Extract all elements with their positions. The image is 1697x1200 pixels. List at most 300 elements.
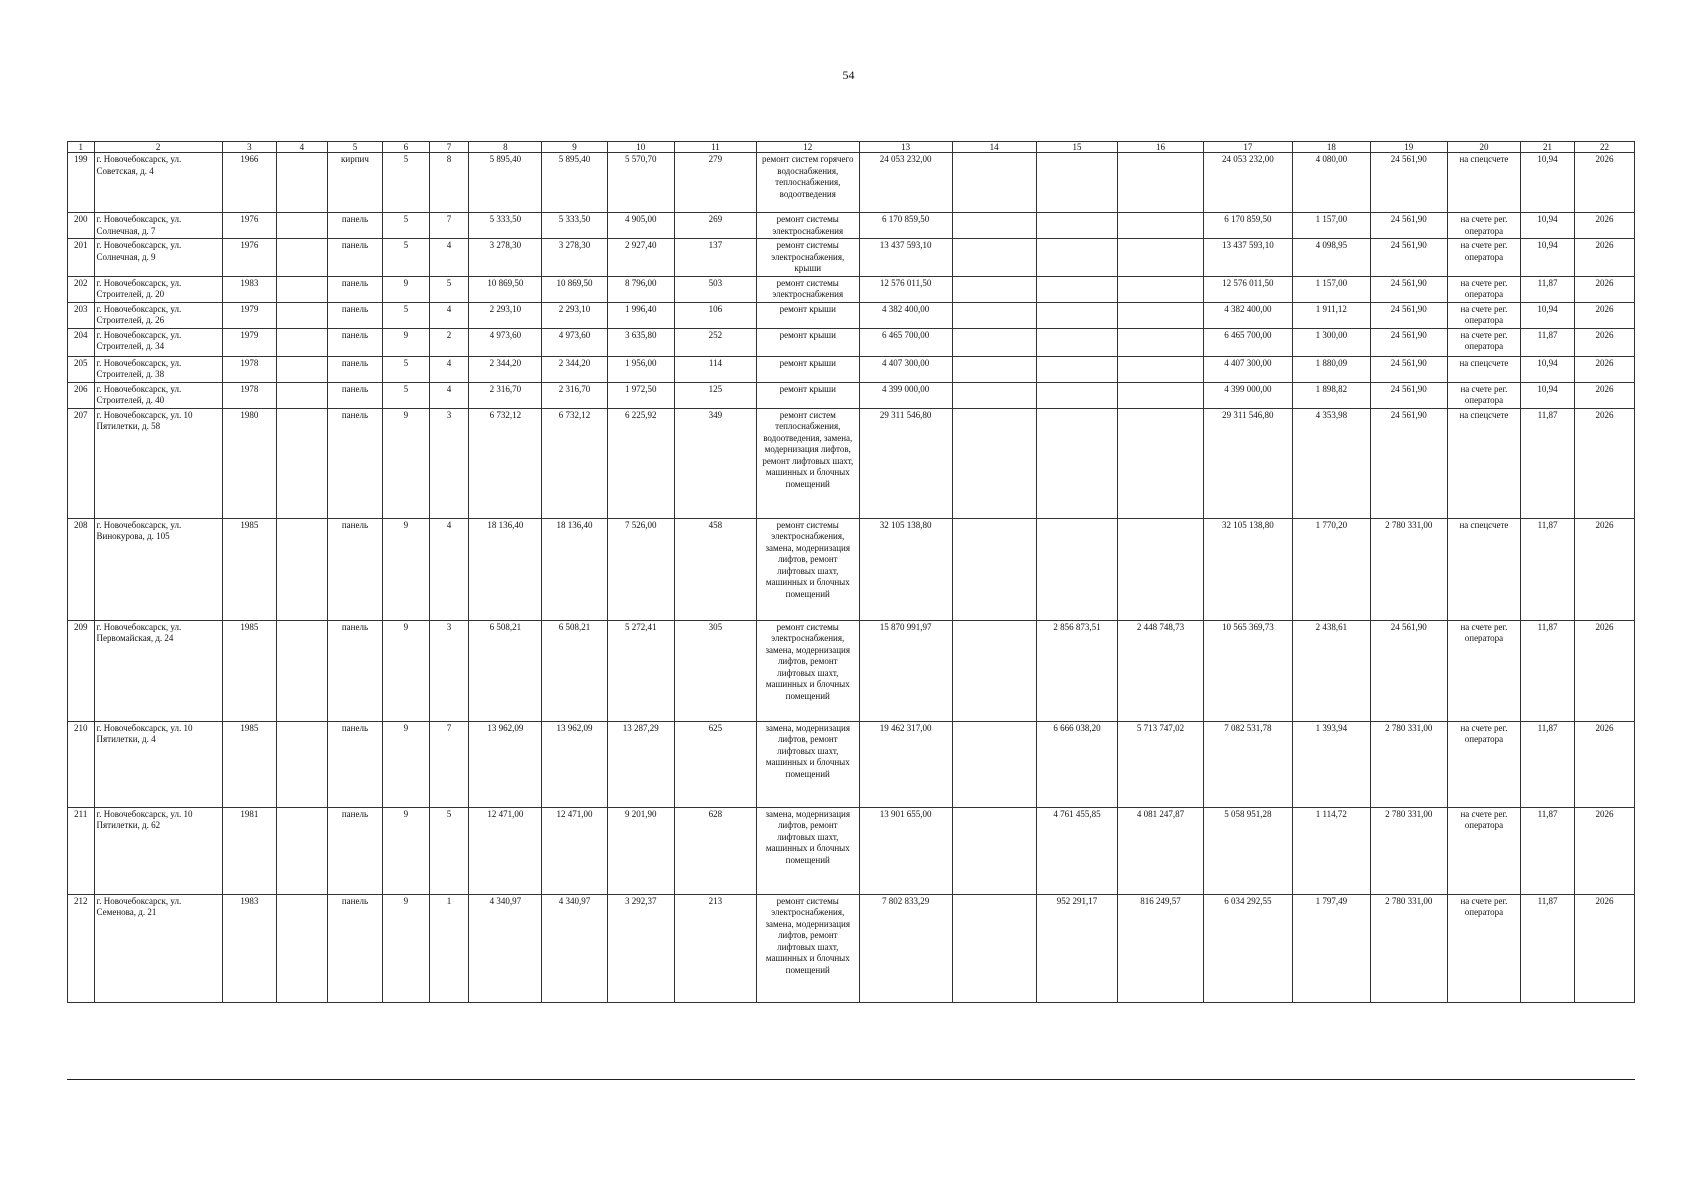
cell-col16: 816 249,57 — [1118, 894, 1203, 1002]
cell-cost-per-sqm: 1 880,09 — [1293, 356, 1370, 382]
cell-col14 — [952, 408, 1036, 518]
cell-col15 — [1036, 382, 1118, 408]
cell-col15 — [1036, 239, 1118, 277]
cell-col16 — [1118, 518, 1203, 620]
cell-contribution-rate: 11,87 — [1520, 328, 1574, 356]
cell-col15 — [1036, 408, 1118, 518]
cell-col4 — [276, 276, 327, 302]
cell-limit-cost: 2 780 331,00 — [1370, 807, 1447, 894]
table-row — [68, 518, 1635, 620]
cell-col17: 6 170 859,50 — [1203, 213, 1293, 239]
cell-col17: 13 437 593,10 — [1203, 239, 1293, 277]
cell-residents: 137 — [675, 239, 757, 277]
cell-floors: 5 — [383, 302, 429, 328]
cell-col14 — [952, 807, 1036, 894]
cell-cost-total: 24 053 232,00 — [859, 153, 952, 213]
cell-cost-per-sqm: 1 770,20 — [1293, 518, 1370, 620]
cell-works: ремонт системы электроснабжения, замена, модернизация лифтов, ремонт лифтовых шахт, машинных и блочных помещений — [756, 894, 859, 1002]
cell-cost-per-sqm: 4 353,98 — [1293, 408, 1370, 518]
cell-col4 — [276, 213, 327, 239]
cell-cost-per-sqm: 1 911,12 — [1293, 302, 1370, 328]
cell-residents: 106 — [675, 302, 757, 328]
column-header-1: 1 — [68, 142, 95, 153]
cell-col4 — [276, 408, 327, 518]
cell-year: 2026 — [1575, 518, 1635, 620]
cell-living-area: 8 796,00 — [607, 276, 674, 302]
cell-build-year: 1983 — [222, 276, 276, 302]
cell-col4 — [276, 807, 327, 894]
cell-col16 — [1118, 408, 1203, 518]
cell-contribution-rate: 11,87 — [1520, 620, 1574, 721]
cell-col17: 6 465 700,00 — [1203, 328, 1293, 356]
column-header-4: 4 — [276, 142, 327, 153]
cell-col15: 4 761 455,85 — [1036, 807, 1118, 894]
column-header-21: 21 — [1520, 142, 1574, 153]
cell-col16 — [1118, 239, 1203, 277]
column-header-19: 19 — [1370, 142, 1447, 153]
cell-col4 — [276, 328, 327, 356]
cell-address: г. Новочебоксарск, ул. Солнечная, д. 7 — [94, 213, 222, 239]
cell-residents: 269 — [675, 213, 757, 239]
column-header-17: 17 — [1203, 142, 1293, 153]
table-row — [68, 153, 1635, 213]
cell-floors: 9 — [383, 894, 429, 1002]
table-row — [68, 807, 1635, 894]
cell-address: г. Новочебоксарск, ул. Винокурова, д. 105 — [94, 518, 222, 620]
table-bottom-border — [67, 1079, 1635, 1080]
cell-entrances: 7 — [429, 213, 469, 239]
cell-col17: 10 565 369,73 — [1203, 620, 1293, 721]
cell-col14 — [952, 213, 1036, 239]
cell-address: г. Новочебоксарск, ул. Строителей, д. 40 — [94, 382, 222, 408]
cell-total-area-2: 6 508,21 — [542, 620, 607, 721]
column-header-2: 2 — [94, 142, 222, 153]
cell-residents: 125 — [675, 382, 757, 408]
cell-col16 — [1118, 302, 1203, 328]
cell-build-year: 1980 — [222, 408, 276, 518]
cell-build-year: 1985 — [222, 518, 276, 620]
cell-wall-material: панель — [327, 213, 382, 239]
cell-wall-material: панель — [327, 239, 382, 277]
cell-works: ремонт системы электроснабжения, замена, модернизация лифтов, ремонт лифтовых шахт, машинных и блочных помещений — [756, 518, 859, 620]
cell-col17: 4 382 400,00 — [1203, 302, 1293, 328]
cell-total-area: 2 316,70 — [469, 382, 542, 408]
cell-fund-account: на счете рег. оператора — [1447, 382, 1520, 408]
cell-cost-total: 15 870 991,97 — [859, 620, 952, 721]
cell-col4 — [276, 620, 327, 721]
cell-year: 2026 — [1575, 153, 1635, 213]
cell-works: ремонт системы электроснабжения, замена, модернизация лифтов, ремонт лифтовых шахт, машинных и блочных помещений — [756, 620, 859, 721]
cell-living-area: 7 526,00 — [607, 518, 674, 620]
cell-limit-cost: 2 780 331,00 — [1370, 518, 1447, 620]
column-header-18: 18 — [1293, 142, 1370, 153]
cell-cost-per-sqm: 1 157,00 — [1293, 213, 1370, 239]
column-header-6: 6 — [383, 142, 429, 153]
cell-row-number: 200 — [68, 213, 95, 239]
table-row — [68, 213, 1635, 239]
cell-residents: 625 — [675, 721, 757, 807]
cell-residents: 213 — [675, 894, 757, 1002]
cell-wall-material: панель — [327, 620, 382, 721]
cell-address: г. Новочебоксарск, ул. 10 Пятилетки, д. 58 — [94, 408, 222, 518]
cell-entrances: 5 — [429, 807, 469, 894]
table-row — [68, 328, 1635, 356]
cell-fund-account: на счете рег. оператора — [1447, 276, 1520, 302]
cell-total-area-2: 3 278,30 — [542, 239, 607, 277]
cell-living-area: 1 956,00 — [607, 356, 674, 382]
cell-limit-cost: 24 561,90 — [1370, 239, 1447, 277]
cell-wall-material: панель — [327, 382, 382, 408]
cell-wall-material: панель — [327, 807, 382, 894]
cell-col16 — [1118, 382, 1203, 408]
cell-fund-account: на счете рег. оператора — [1447, 328, 1520, 356]
cell-entrances: 1 — [429, 894, 469, 1002]
table-row — [68, 276, 1635, 302]
cell-total-area: 18 136,40 — [469, 518, 542, 620]
cell-col16: 4 081 247,87 — [1118, 807, 1203, 894]
capital-repair-table — [67, 141, 1635, 1003]
cell-cost-total: 4 407 300,00 — [859, 356, 952, 382]
cell-col14 — [952, 328, 1036, 356]
cell-works: ремонт системы электроснабжения, крыши — [756, 239, 859, 277]
cell-year: 2026 — [1575, 213, 1635, 239]
cell-col14 — [952, 382, 1036, 408]
cell-col16 — [1118, 153, 1203, 213]
cell-residents: 114 — [675, 356, 757, 382]
cell-col17: 6 034 292,55 — [1203, 894, 1293, 1002]
cell-limit-cost: 2 780 331,00 — [1370, 721, 1447, 807]
cell-address: г. Новочебоксарск, ул. Строителей, д. 38 — [94, 356, 222, 382]
cell-entrances: 4 — [429, 518, 469, 620]
cell-cost-total: 13 437 593,10 — [859, 239, 952, 277]
cell-cost-total: 4 382 400,00 — [859, 302, 952, 328]
cell-row-number: 203 — [68, 302, 95, 328]
cell-build-year: 1985 — [222, 620, 276, 721]
cell-wall-material: панель — [327, 894, 382, 1002]
cell-floors: 9 — [383, 620, 429, 721]
cell-cost-total: 7 802 833,29 — [859, 894, 952, 1002]
cell-col16 — [1118, 328, 1203, 356]
cell-year: 2026 — [1575, 382, 1635, 408]
cell-col15: 2 856 873,51 — [1036, 620, 1118, 721]
column-header-22: 22 — [1575, 142, 1635, 153]
cell-floors: 9 — [383, 328, 429, 356]
cell-wall-material: панель — [327, 276, 382, 302]
cell-residents: 252 — [675, 328, 757, 356]
cell-col14 — [952, 276, 1036, 302]
cell-col16 — [1118, 213, 1203, 239]
table-row — [68, 382, 1635, 408]
cell-address: г. Новочебоксарск, ул. Семенова, д. 21 — [94, 894, 222, 1002]
cell-col16 — [1118, 276, 1203, 302]
column-header-8: 8 — [469, 142, 542, 153]
cell-year: 2026 — [1575, 328, 1635, 356]
cell-total-area: 2 344,20 — [469, 356, 542, 382]
cell-col15: 952 291,17 — [1036, 894, 1118, 1002]
cell-col17: 7 082 531,78 — [1203, 721, 1293, 807]
cell-build-year: 1978 — [222, 382, 276, 408]
cell-fund-account: на счете рег. оператора — [1447, 302, 1520, 328]
cell-row-number: 202 — [68, 276, 95, 302]
cell-year: 2026 — [1575, 356, 1635, 382]
cell-build-year: 1966 — [222, 153, 276, 213]
cell-entrances: 4 — [429, 356, 469, 382]
cell-col4 — [276, 302, 327, 328]
cell-total-area-2: 10 869,50 — [542, 276, 607, 302]
cell-contribution-rate: 11,87 — [1520, 518, 1574, 620]
cell-fund-account: на счете рег. оператора — [1447, 721, 1520, 807]
cell-total-area-2: 2 316,70 — [542, 382, 607, 408]
cell-total-area: 2 293,10 — [469, 302, 542, 328]
cell-living-area: 5 570,70 — [607, 153, 674, 213]
cell-col14 — [952, 356, 1036, 382]
cell-works: ремонт крыши — [756, 356, 859, 382]
cell-works: ремонт крыши — [756, 382, 859, 408]
cell-build-year: 1979 — [222, 328, 276, 356]
cell-col4 — [276, 153, 327, 213]
cell-wall-material: панель — [327, 721, 382, 807]
cell-total-area-2: 13 962,09 — [542, 721, 607, 807]
cell-contribution-rate: 11,87 — [1520, 894, 1574, 1002]
cell-residents: 458 — [675, 518, 757, 620]
cell-works: замена, модернизация лифтов, ремонт лифтовых шахт, машинных и блочных помещений — [756, 807, 859, 894]
cell-cost-total: 4 399 000,00 — [859, 382, 952, 408]
cell-row-number: 211 — [68, 807, 95, 894]
cell-limit-cost: 24 561,90 — [1370, 276, 1447, 302]
cell-row-number: 207 — [68, 408, 95, 518]
cell-living-area: 3 292,37 — [607, 894, 674, 1002]
cell-col17: 5 058 951,28 — [1203, 807, 1293, 894]
cell-floors: 5 — [383, 213, 429, 239]
cell-total-area-2: 18 136,40 — [542, 518, 607, 620]
cell-wall-material: панель — [327, 328, 382, 356]
cell-fund-account: на счете рег. оператора — [1447, 239, 1520, 277]
cell-col15 — [1036, 153, 1118, 213]
cell-address: г. Новочебоксарск, ул. Солнечная, д. 9 — [94, 239, 222, 277]
cell-floors: 9 — [383, 276, 429, 302]
cell-year: 2026 — [1575, 620, 1635, 721]
cell-total-area-2: 2 344,20 — [542, 356, 607, 382]
cell-col4 — [276, 721, 327, 807]
cell-col15 — [1036, 356, 1118, 382]
table-row — [68, 302, 1635, 328]
cell-col17: 4 399 000,00 — [1203, 382, 1293, 408]
cell-entrances: 8 — [429, 153, 469, 213]
cell-floors: 9 — [383, 408, 429, 518]
column-header-11: 11 — [675, 142, 757, 153]
cell-contribution-rate: 11,87 — [1520, 721, 1574, 807]
cell-contribution-rate: 10,94 — [1520, 382, 1574, 408]
cell-cost-total: 6 170 859,50 — [859, 213, 952, 239]
cell-works: ремонт систем теплоснабжения, водоотведения, замена, модернизация лифтов, ремонт лифтовых шахт, машинных и блочных помещений — [756, 408, 859, 518]
cell-living-area: 13 287,29 — [607, 721, 674, 807]
column-header-13: 13 — [859, 142, 952, 153]
cell-living-area: 1 996,40 — [607, 302, 674, 328]
cell-residents: 628 — [675, 807, 757, 894]
cell-row-number: 205 — [68, 356, 95, 382]
cell-build-year: 1985 — [222, 721, 276, 807]
cell-total-area: 13 962,09 — [469, 721, 542, 807]
cell-col17: 29 311 546,80 — [1203, 408, 1293, 518]
cell-floors: 5 — [383, 356, 429, 382]
cell-floors: 9 — [383, 807, 429, 894]
cell-col16: 5 713 747,02 — [1118, 721, 1203, 807]
cell-wall-material: панель — [327, 518, 382, 620]
cell-wall-material: панель — [327, 302, 382, 328]
cell-year: 2026 — [1575, 721, 1635, 807]
cell-cost-per-sqm: 1 157,00 — [1293, 276, 1370, 302]
cell-col14 — [952, 518, 1036, 620]
cell-row-number: 206 — [68, 382, 95, 408]
cell-floors: 5 — [383, 239, 429, 277]
cell-limit-cost: 24 561,90 — [1370, 382, 1447, 408]
cell-col16 — [1118, 356, 1203, 382]
cell-col4 — [276, 356, 327, 382]
cell-wall-material: панель — [327, 408, 382, 518]
cell-address: г. Новочебоксарск, ул. Советская, д. 4 — [94, 153, 222, 213]
cell-living-area: 6 225,92 — [607, 408, 674, 518]
cell-residents: 349 — [675, 408, 757, 518]
cell-living-area: 3 635,80 — [607, 328, 674, 356]
cell-address: г. Новочебоксарск, ул. 10 Пятилетки, д. 4 — [94, 721, 222, 807]
cell-col15 — [1036, 302, 1118, 328]
cell-cost-per-sqm: 1 898,82 — [1293, 382, 1370, 408]
cell-fund-account: на счете рег. оператора — [1447, 620, 1520, 721]
cell-limit-cost: 24 561,90 — [1370, 620, 1447, 721]
table-row — [68, 620, 1635, 721]
cell-col17: 24 053 232,00 — [1203, 153, 1293, 213]
cell-cost-total: 29 311 546,80 — [859, 408, 952, 518]
table-row — [68, 356, 1635, 382]
cell-total-area: 4 973,60 — [469, 328, 542, 356]
cell-build-year: 1976 — [222, 213, 276, 239]
cell-contribution-rate: 10,94 — [1520, 302, 1574, 328]
cell-works: ремонт крыши — [756, 328, 859, 356]
table-row — [68, 894, 1635, 1002]
cell-wall-material: кирпич — [327, 153, 382, 213]
cell-col14 — [952, 894, 1036, 1002]
column-number-header — [68, 142, 1635, 153]
cell-col15 — [1036, 518, 1118, 620]
cell-cost-total: 13 901 655,00 — [859, 807, 952, 894]
cell-wall-material: панель — [327, 356, 382, 382]
cell-year: 2026 — [1575, 807, 1635, 894]
cell-works: ремонт системы электроснабжения — [756, 276, 859, 302]
cell-total-area: 10 869,50 — [469, 276, 542, 302]
cell-limit-cost: 24 561,90 — [1370, 408, 1447, 518]
cell-fund-account: на счете рег. оператора — [1447, 807, 1520, 894]
cell-col15 — [1036, 276, 1118, 302]
cell-col14 — [952, 721, 1036, 807]
cell-limit-cost: 24 561,90 — [1370, 328, 1447, 356]
cell-cost-total: 6 465 700,00 — [859, 328, 952, 356]
cell-fund-account: на спецсчете — [1447, 153, 1520, 213]
cell-living-area: 1 972,50 — [607, 382, 674, 408]
cell-cost-per-sqm: 4 098,95 — [1293, 239, 1370, 277]
cell-address: г. Новочебоксарск, ул. Строителей, д. 34 — [94, 328, 222, 356]
cell-floors: 9 — [383, 518, 429, 620]
cell-fund-account: на спецсчете — [1447, 356, 1520, 382]
cell-cost-per-sqm: 4 080,00 — [1293, 153, 1370, 213]
column-header-12: 12 — [756, 142, 859, 153]
cell-fund-account: на спецсчете — [1447, 408, 1520, 518]
cell-cost-per-sqm: 1 393,94 — [1293, 721, 1370, 807]
table-row — [68, 721, 1635, 807]
cell-build-year: 1981 — [222, 807, 276, 894]
cell-total-area: 4 340,97 — [469, 894, 542, 1002]
cell-fund-account: на спецсчете — [1447, 518, 1520, 620]
cell-total-area-2: 2 293,10 — [542, 302, 607, 328]
cell-entrances: 4 — [429, 382, 469, 408]
cell-entrances: 3 — [429, 408, 469, 518]
cell-contribution-rate: 10,94 — [1520, 213, 1574, 239]
table-row — [68, 239, 1635, 277]
cell-col14 — [952, 153, 1036, 213]
cell-row-number: 199 — [68, 153, 95, 213]
column-header-10: 10 — [607, 142, 674, 153]
column-header-7: 7 — [429, 142, 469, 153]
cell-col4 — [276, 894, 327, 1002]
column-header-5: 5 — [327, 142, 382, 153]
cell-col14 — [952, 302, 1036, 328]
cell-limit-cost: 24 561,90 — [1370, 302, 1447, 328]
column-header-14: 14 — [952, 142, 1036, 153]
column-header-9: 9 — [542, 142, 607, 153]
cell-cost-per-sqm: 1 300,00 — [1293, 328, 1370, 356]
cell-col14 — [952, 620, 1036, 721]
cell-total-area: 12 471,00 — [469, 807, 542, 894]
cell-col15 — [1036, 328, 1118, 356]
cell-col14 — [952, 239, 1036, 277]
cell-address: г. Новочебоксарск, ул. Первомайская, д. 24 — [94, 620, 222, 721]
cell-year: 2026 — [1575, 894, 1635, 1002]
cell-col17: 4 407 300,00 — [1203, 356, 1293, 382]
cell-year: 2026 — [1575, 302, 1635, 328]
cell-living-area: 9 201,90 — [607, 807, 674, 894]
cell-cost-total: 19 462 317,00 — [859, 721, 952, 807]
column-header-16: 16 — [1118, 142, 1203, 153]
cell-total-area: 5 895,40 — [469, 153, 542, 213]
cell-col4 — [276, 239, 327, 277]
cell-col15 — [1036, 213, 1118, 239]
cell-works: замена, модернизация лифтов, ремонт лифтовых шахт, машинных и блочных помещений — [756, 721, 859, 807]
cell-build-year: 1978 — [222, 356, 276, 382]
cell-entrances: 7 — [429, 721, 469, 807]
cell-total-area: 6 508,21 — [469, 620, 542, 721]
cell-address: г. Новочебоксарск, ул. Строителей, д. 20 — [94, 276, 222, 302]
cell-limit-cost: 24 561,90 — [1370, 213, 1447, 239]
cell-limit-cost: 24 561,90 — [1370, 153, 1447, 213]
cell-floors: 5 — [383, 153, 429, 213]
cell-total-area-2: 5 895,40 — [542, 153, 607, 213]
column-header-15: 15 — [1036, 142, 1118, 153]
cell-works: ремонт системы электроснабжения — [756, 213, 859, 239]
cell-living-area: 5 272,41 — [607, 620, 674, 721]
cell-total-area-2: 6 732,12 — [542, 408, 607, 518]
cell-floors: 5 — [383, 382, 429, 408]
cell-entrances: 2 — [429, 328, 469, 356]
cell-works: ремонт крыши — [756, 302, 859, 328]
cell-entrances: 3 — [429, 620, 469, 721]
cell-row-number: 204 — [68, 328, 95, 356]
cell-build-year: 1979 — [222, 302, 276, 328]
cell-total-area-2: 4 973,60 — [542, 328, 607, 356]
cell-row-number: 212 — [68, 894, 95, 1002]
cell-floors: 9 — [383, 721, 429, 807]
column-header-3: 3 — [222, 142, 276, 153]
cell-row-number: 210 — [68, 721, 95, 807]
cell-fund-account: на счете рег. оператора — [1447, 894, 1520, 1002]
